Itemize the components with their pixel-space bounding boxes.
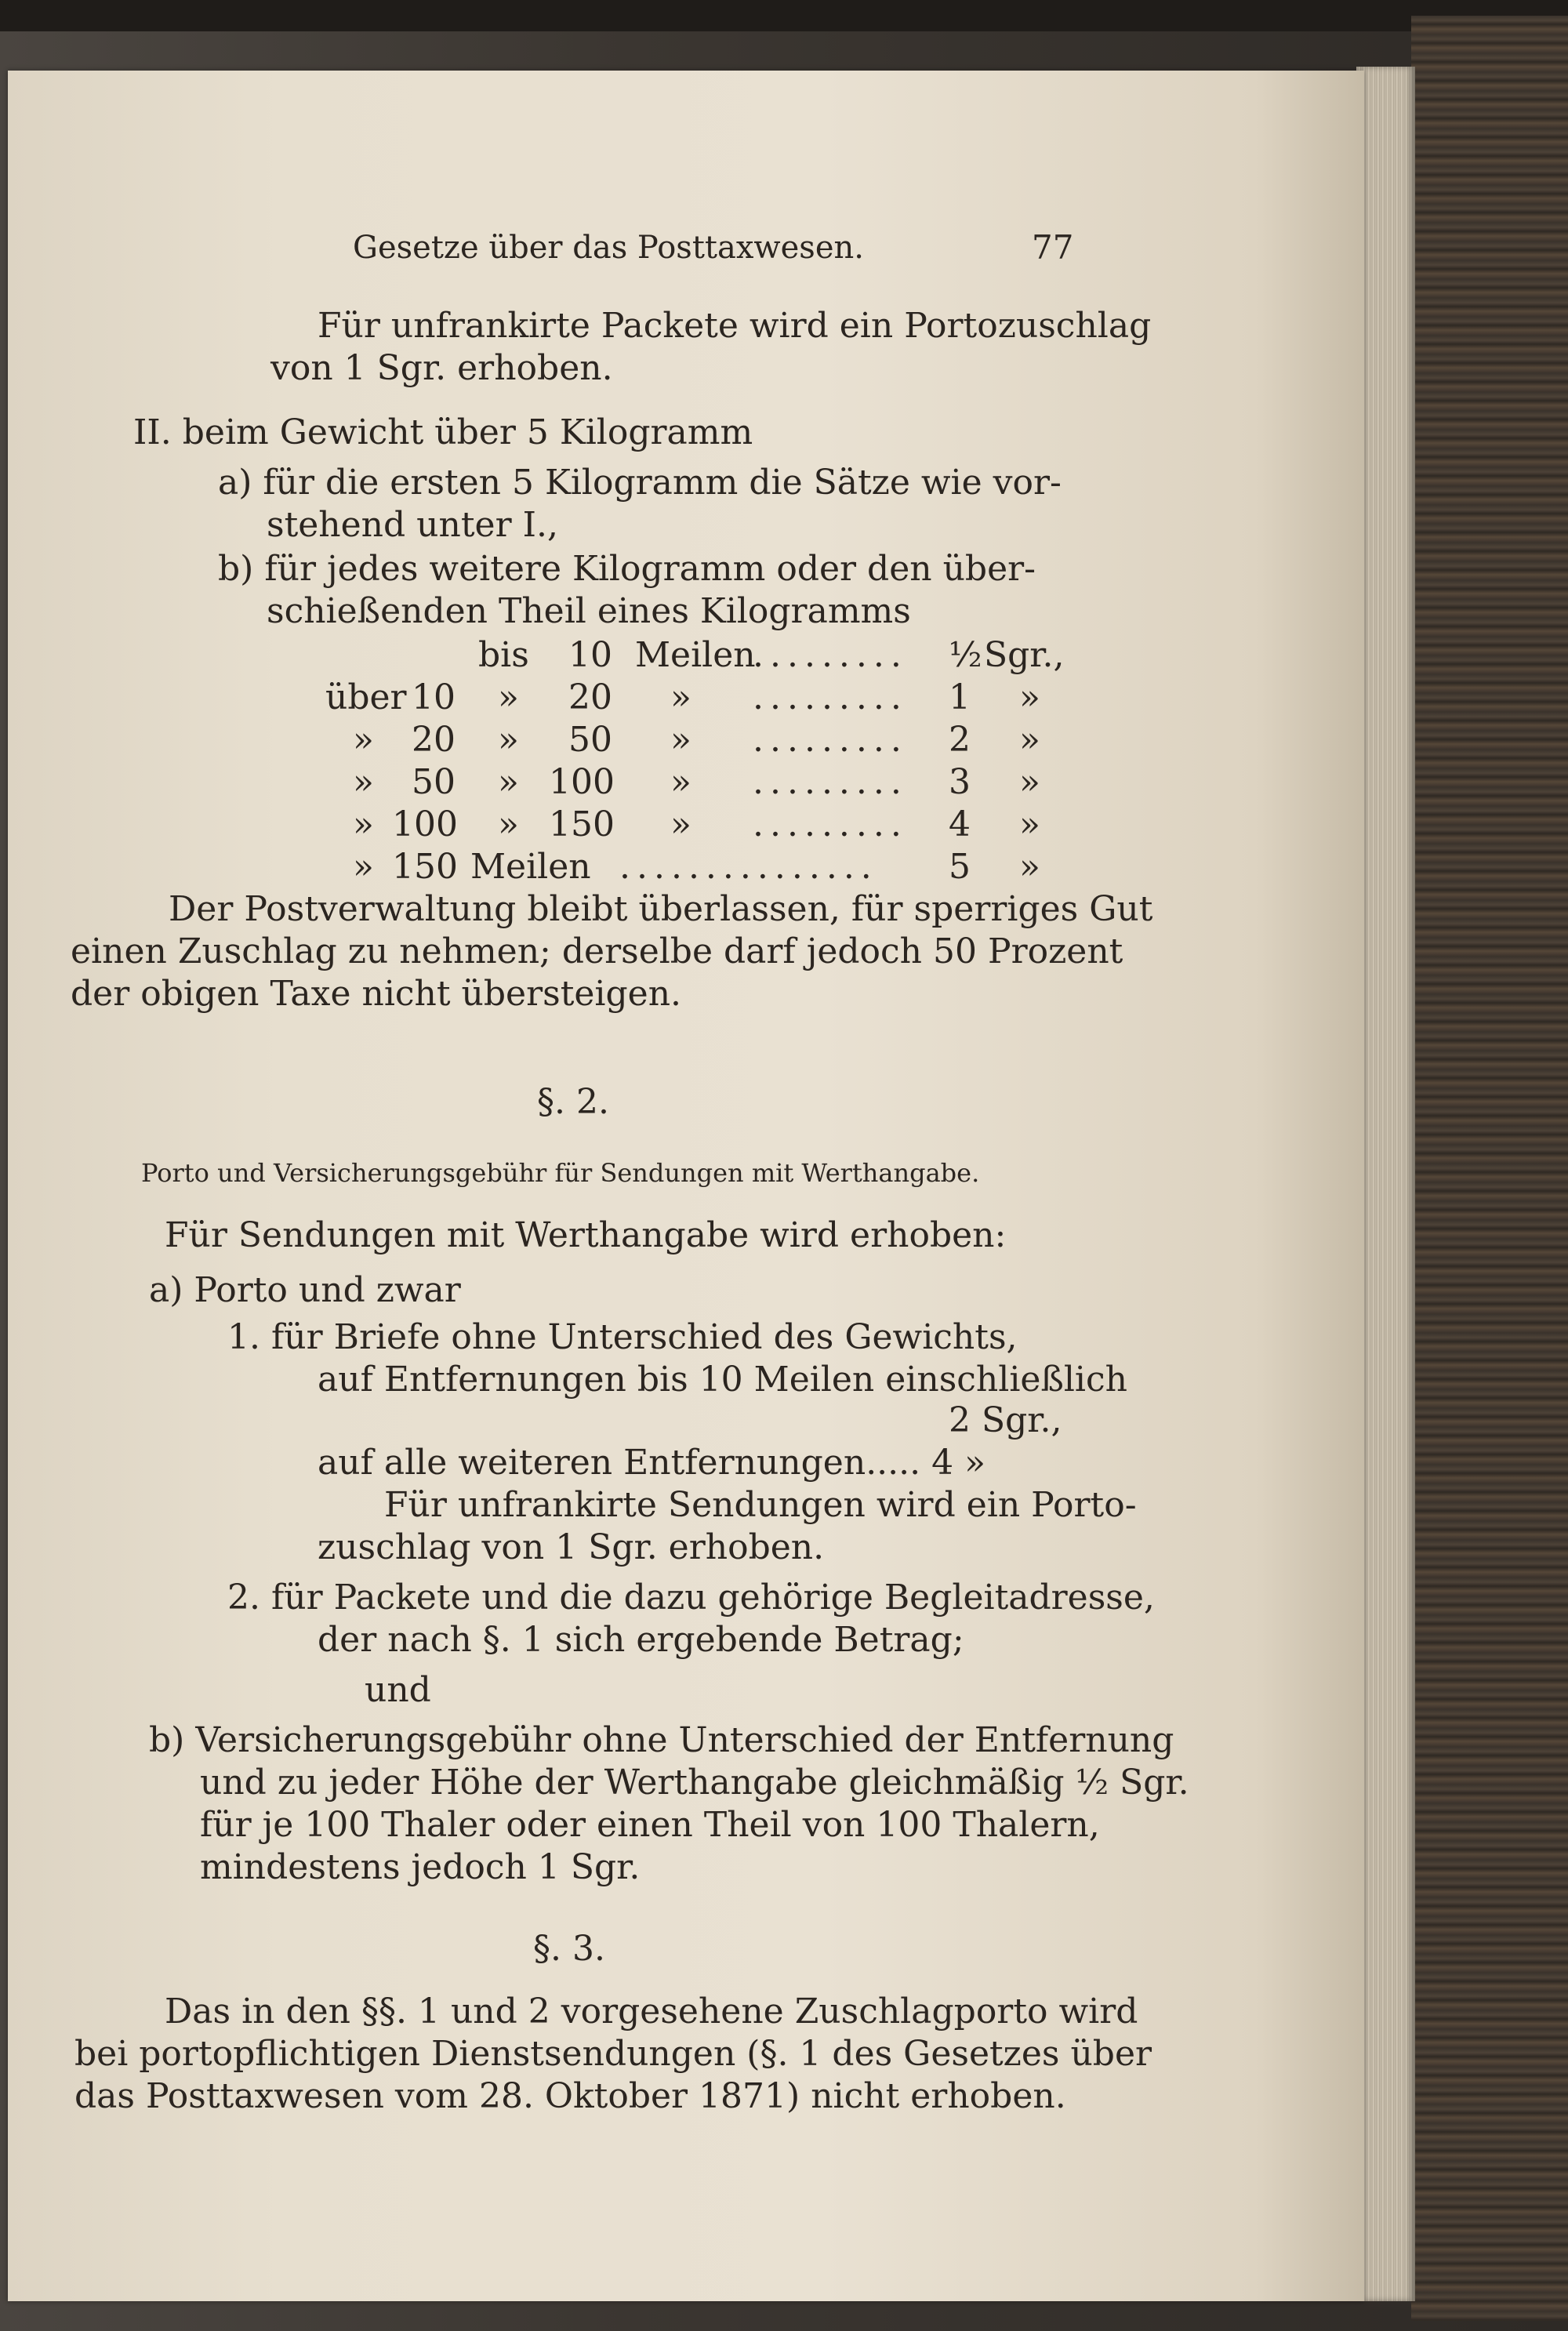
section-3-heading: §. 3. <box>533 1929 605 1969</box>
text-line: auf Entfernungen bis 10 Meilen einschließlich <box>318 1360 1127 1400</box>
page-edges <box>1356 67 1415 2301</box>
text-line: das Posttaxwesen vom 28. Oktober 1871) nicht erhoben. <box>74 2076 1066 2116</box>
text-line: der obigen Taxe nicht übersteigen. <box>71 974 682 1014</box>
text-line: Das in den §§. 1 und 2 vorgesehene Zuschlagporto wird <box>165 1992 1138 2031</box>
text-line: 1. für Briefe ohne Unterschied des Gewichts, <box>227 1317 1018 1357</box>
section-heading-II: II. beim Gewicht über 5 Kilogramm <box>133 412 753 452</box>
text-line: b) für jedes weitere Kilogramm oder den über- <box>218 549 1036 589</box>
text-line: a) Porto und zwar <box>149 1270 461 1310</box>
text-line: bei portopflichtigen Dienstsendungen (§. 1 des Gesetzes über <box>74 2034 1152 2074</box>
page-number: 77 <box>1032 228 1074 267</box>
book-page: Gesetze über das Posttaxwesen. 77 Für unfrankirte Packete wird ein Portozuschlag von 1 Sgr. erhoben. II. beim Gewicht über 5 Kilogramm a) für die ersten 5 Kilogramm die Sätze wie vor- stehend unter I., b) für jedes weitere Kilogramm oder den über- schießenden Theil eines Kilogramms bis 10 Meilen ......... ½ Sgr., über 10 » 20 » ......... 1 » » 20 » 50 » ......... 2 » » 50 » 100 » ......... 3 » » 100 » 150 » ......... 4 » » 150 Meilen ............... 5 » Der Postverwaltung bleibt überlassen, für sperriges Gut einen Zuschlag zu nehmen; derselbe darf jedoch 50 Prozent der obigen Taxe nicht übersteigen. §. 2. Porto und Versicherungsgebühr für Sendungen mit Werthangabe. Für Sendungen mit Werthangabe wird erhoben: a) Porto und zwar 1. für Briefe ohne Unterschied des Gewichts, auf Entfernungen bis 10 Meilen einschließlich 2 Sgr., auf alle weiteren Entfernungen..... 4 » Für unfrankirte Sendungen wird ein Porto- zuschlag von 1 Sgr. erhoben. 2. für Packete und die dazu gehörige Begleitadresse, der nach §. 1 sich ergebende Betrag; und b) Versicherungsgebühr ohne Unterschied der Entfernung und zu jeder Höhe der Werthangabe gleichmäßig ½ Sgr. für je 100 Thaler oder einen Theil von 100 Thalern, mindestens jedoch 1 Sgr. §. 3. Das in den §§. 1 und 2 vorgesehene Zuschlagporto wird bei portopflichtigen Dienstsendungen (§. 1 des Gesetzes über das Posttaxwesen vom 28. Oktober 1871) nicht erhoben. <box>8 71 1364 2301</box>
running-title: Gesetze über das Posttaxwesen. <box>353 230 864 266</box>
text-line: mindestens jedoch 1 Sgr. <box>200 1847 641 1887</box>
text-line: der nach §. 1 sich ergebende Betrag; <box>318 1620 964 1660</box>
text-line: schießenden Theil eines Kilogramms <box>267 591 911 631</box>
text-line: 2 Sgr., <box>949 1400 1062 1440</box>
book-cover-spine-edge <box>1411 16 1568 2321</box>
section-2-heading: §. 2. <box>537 1082 609 1122</box>
text-line: a) für die ersten 5 Kilogramm die Sätze wie vor- <box>218 463 1062 503</box>
text-line: zuschlag von 1 Sgr. erhoben. <box>318 1527 825 1567</box>
text-line: Der Postverwaltung bleibt überlassen, für sperriges Gut <box>169 889 1153 929</box>
text-line: und zu jeder Höhe der Werthangabe gleichmäßig ½ Sgr. <box>200 1763 1189 1803</box>
book-cover-top <box>0 0 1568 31</box>
text-line: Für unfrankirte Packete wird ein Portozuschlag <box>318 306 1152 346</box>
text-line: Für Sendungen mit Werthangabe wird erhoben: <box>165 1215 1007 1255</box>
text-line: 2. für Packete und die dazu gehörige Begleitadresse, <box>227 1578 1155 1618</box>
text-line: und <box>365 1670 431 1710</box>
text-line: auf alle weiteren Entfernungen..... 4 » <box>318 1443 986 1483</box>
text-line: von 1 Sgr. erhoben. <box>270 348 613 388</box>
text-line: für je 100 Thaler oder einen Theil von 100 Thalern, <box>200 1805 1100 1845</box>
text-line: Für unfrankirte Sendungen wird ein Porto- <box>384 1485 1137 1525</box>
text-line: b) Versicherungsgebühr ohne Unterschied der Entfernung <box>149 1720 1174 1760</box>
section-2-subtitle: Porto und Versicherungsgebühr für Sendungen mit Werthangabe. <box>141 1158 980 1188</box>
text-line: einen Zuschlag zu nehmen; derselbe darf jedoch 50 Prozent <box>71 931 1123 971</box>
text-line: stehend unter I., <box>267 505 558 545</box>
